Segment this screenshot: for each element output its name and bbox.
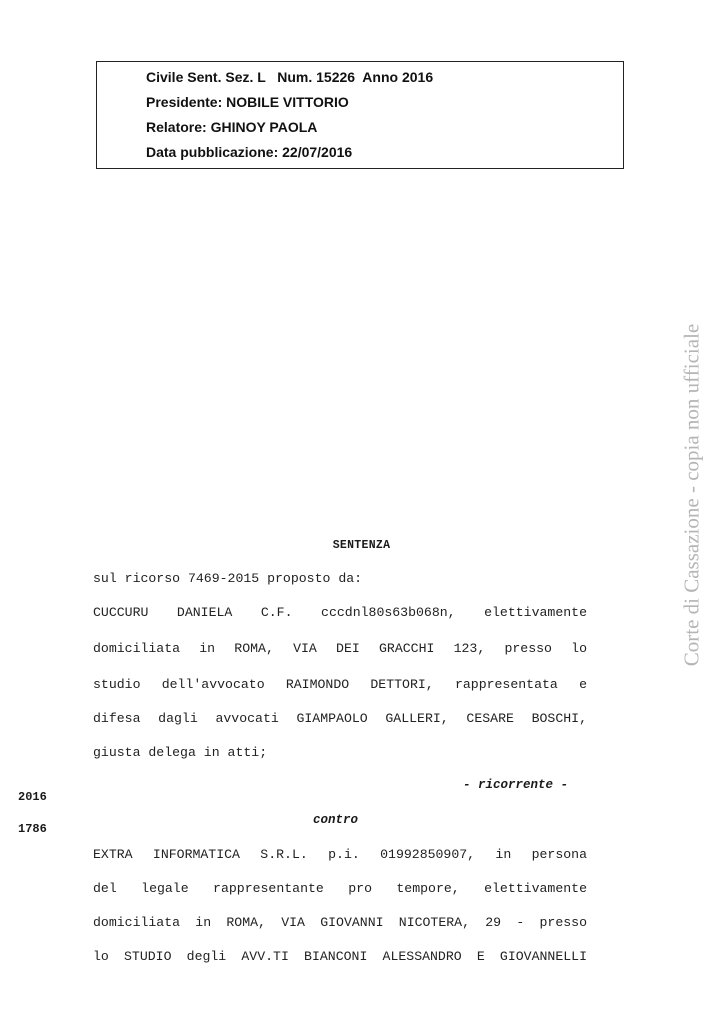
paragraph-line: lo STUDIO degli AVV.TI BIANCONI ALESSANDRO E GIOVANNELLI xyxy=(93,949,587,964)
paragraph-line: sul ricorso 7469-2015 proposto da: xyxy=(93,571,363,586)
paragraph-line: studio dell'avvocato RAIMONDO DETTORI, rappresentata e xyxy=(93,677,587,692)
paragraph-line: domiciliata in ROMA, VIA GIOVANNI NICOTERA, 29 - presso xyxy=(93,915,587,930)
margin-number: 1786 xyxy=(18,822,47,836)
rapporteur-line: Relatore: GHINOY PAOLA xyxy=(146,119,318,135)
paragraph-line: del legale rappresentante pro tempore, elettivamente xyxy=(93,881,587,896)
margin-year: 2016 xyxy=(18,790,47,804)
paragraph-line: EXTRA INFORMATICA S.R.L. p.i. 01992850907, in persona xyxy=(93,847,587,862)
paragraph-line: CUCCURU DANIELA C.F. cccdnl80s63b068n, elettivamente xyxy=(93,605,587,620)
contro-label: contro xyxy=(313,813,359,827)
watermark-text: Corte di Cassazione - copia non ufficiale xyxy=(679,323,704,667)
role-ricorrente-label: - ricorrente - xyxy=(463,778,569,792)
case-header-box xyxy=(96,61,624,169)
publication-date-line: Data pubblicazione: 22/07/2016 xyxy=(146,144,353,160)
paragraph-line: giusta delega in atti; xyxy=(93,745,268,760)
president-line: Presidente: NOBILE VITTORIO xyxy=(146,94,349,110)
document-title: SENTENZA xyxy=(332,539,391,552)
paragraph-line: domiciliata in ROMA, VIA DEI GRACCHI 123, presso lo xyxy=(93,641,587,656)
case-section-number-line: Civile Sent. Sez. L Num. 15226 Anno 2016 xyxy=(146,69,434,85)
paragraph-line: difesa dagli avvocati GIAMPAOLO GALLERI, CESARE BOSCHI, xyxy=(93,711,587,726)
